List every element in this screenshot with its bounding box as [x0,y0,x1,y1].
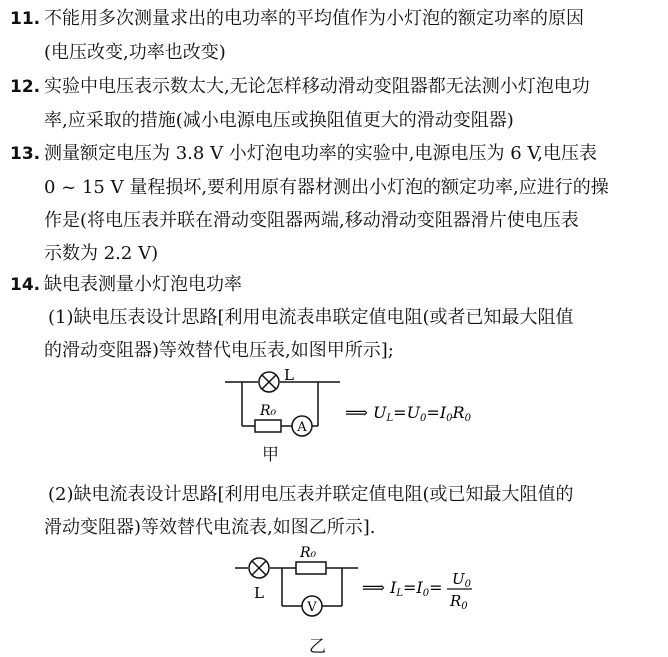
question-text-line: 率,应采取的措施(减小电源电压或换阻值更大的滑动变阻器) [44,110,514,131]
svg-text:R0: $R_0$ [450,592,468,612]
resistor-symbol [296,562,326,574]
question-number: 12. [10,77,41,97]
question-text-line: 0 ~ 15 V 量程损坏,要利用原有器材测出小灯泡的额定功率,应进行的操 [44,177,609,198]
question-number: 11. [10,9,41,29]
question-13 [10,137,660,270]
subitem-text-line: (2)缺电流表设计思路[利用电压表并联定值电阻(或已知最大阻值的 [48,484,574,505]
subitem-text-line: 滑动变阻器)等效替代电流表,如图乙所示]. [44,517,376,538]
resistor-label: R₀ [300,545,317,561]
subitem-2 [10,478,660,544]
question-text-line: 测量额定电压为 3.8 V 小灯泡电功率的实验中,电源电压为 6 V,电压表 [44,143,597,164]
question-text-line: 作是(将电压表并联在滑动变阻器两端,移动滑动变阻器滑片使电压表 [44,210,579,231]
question-text-line: 示数为 2.2 V) [44,243,159,264]
formula-yi: ⟹ IL=I0= [362,578,443,599]
circuit-figure-yi [230,540,500,634]
figure-caption-yi: 乙 [309,637,326,657]
question-number: 14. [10,275,41,295]
ammeter-label: A [297,420,307,435]
formula-jia: ⟹ UL=U0=I0R0 [345,403,471,424]
question-11 [10,2,660,69]
figure-caption-jia: 甲 [262,445,279,465]
lamp-icon [259,372,279,392]
voltmeter-icon [302,596,322,616]
question-number: 13. [10,144,41,164]
question-12 [10,70,660,137]
question-14 [10,268,660,302]
lamp-label: L [254,584,264,602]
subitem-text-line: (1)缺电压表设计思路[利用电流表串联定值电阻(或者已知最大阻值 [48,307,574,328]
lamp-icon [249,558,269,578]
subitem-1 [10,301,660,367]
subitem-text-line: 的滑动变阻器)等效替代电压表,如图甲所示]; [44,340,394,361]
resistor-label: R₀ [260,403,277,419]
voltmeter-label: V [307,600,317,615]
ammeter-icon [292,416,312,436]
lamp-label: L [284,368,294,384]
question-text-line: 不能用多次测量求出的电功率的平均值作为小灯泡的额定功率的原因 [44,8,584,29]
circuit-figure-jia [220,368,490,462]
resistor-symbol [255,420,281,432]
question-text-line: 实验中电压表示数太大,无论怎样移动滑动变阻器都无法测小灯泡电功 [44,76,590,97]
question-text-line: 缺电表测量小灯泡电功率 [44,274,242,295]
svg-text:U0: $U_0$ [452,570,472,590]
question-text-line: (电压改变,功率也改变) [44,42,226,63]
